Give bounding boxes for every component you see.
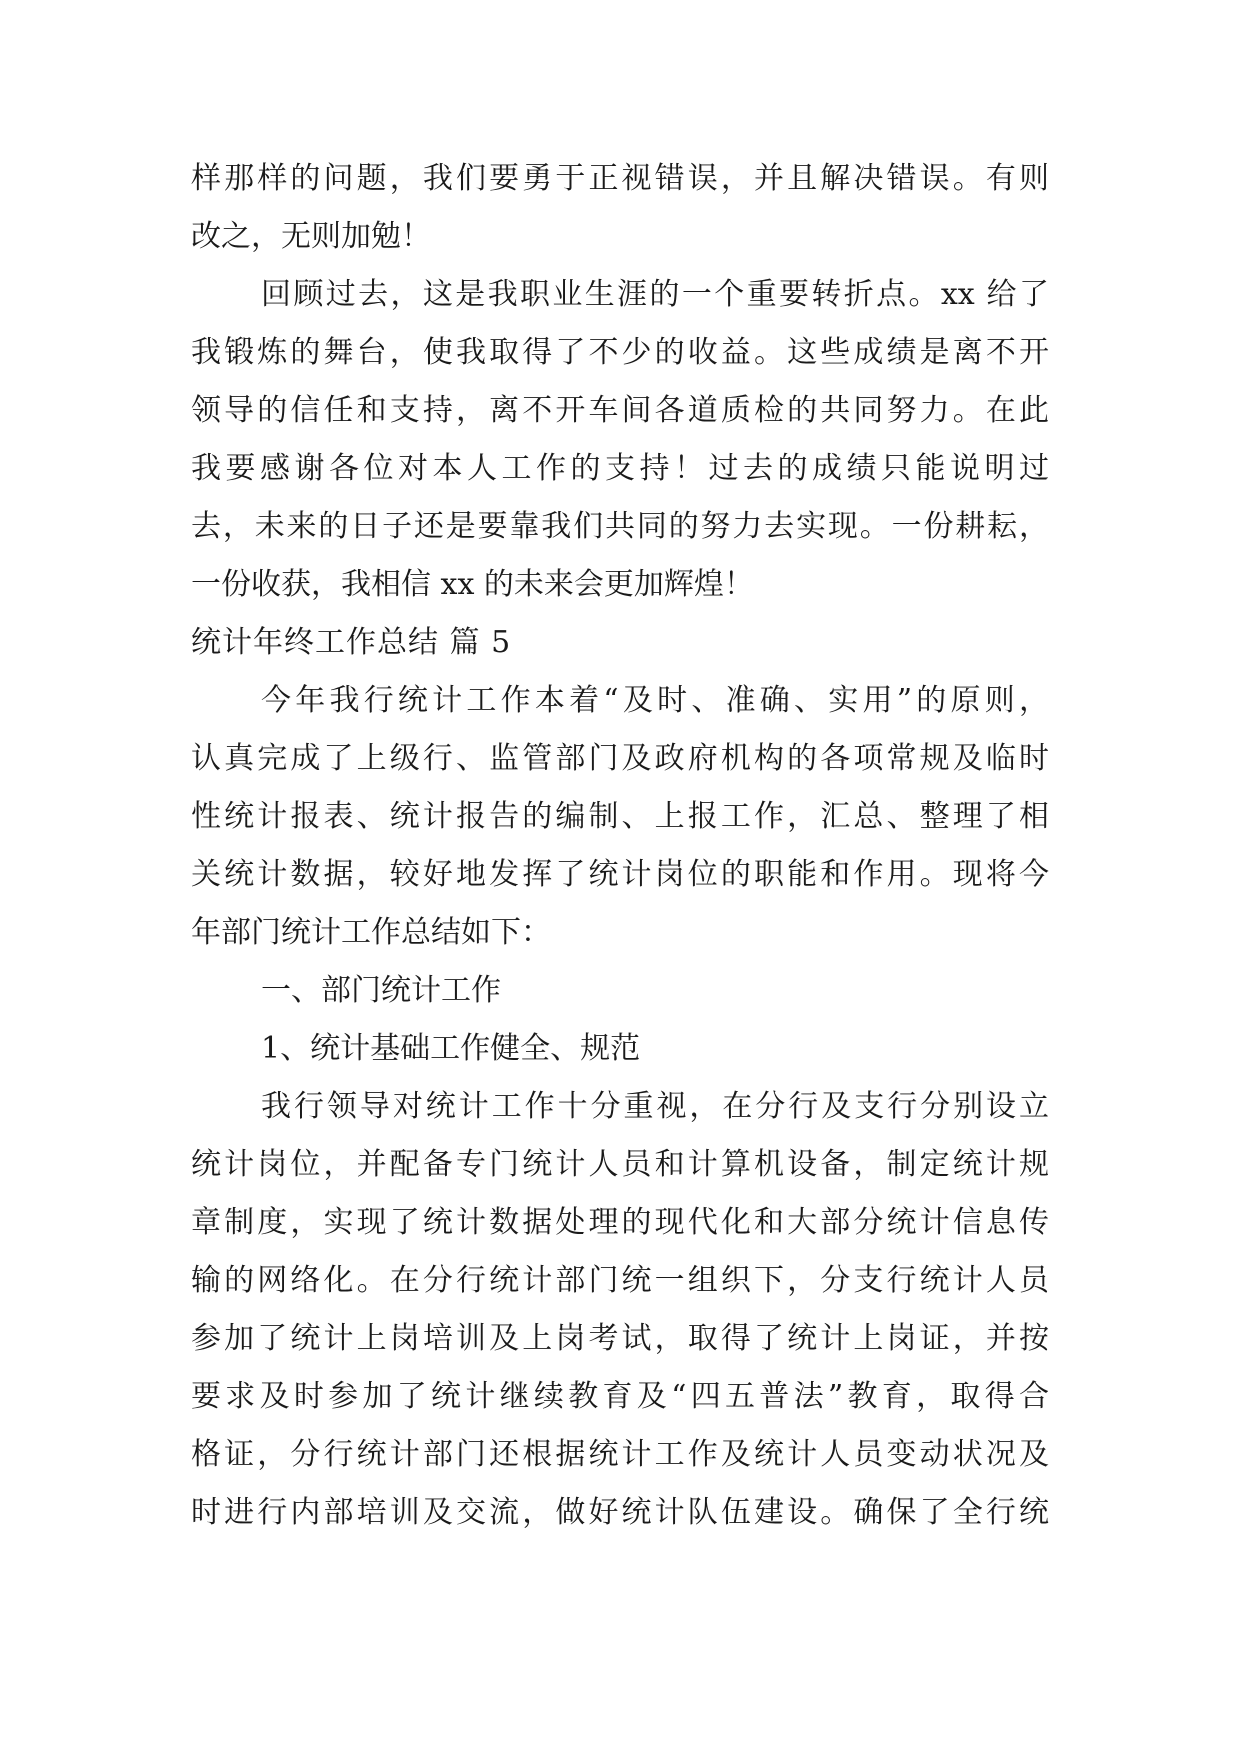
text-line: 要求及时参加了统计继续教育及“四五普法”教育，取得合	[191, 1379, 1049, 1414]
text-line: 章制度，实现了统计数据处理的现代化和大部分统计信息传	[191, 1205, 1049, 1240]
text-line: 关统计数据，较好地发挥了统计岗位的职能和作用。现将今	[191, 857, 1049, 892]
text-line: 一、部门统计工作	[261, 973, 501, 1008]
text-line: 改之，无则加勉！	[191, 219, 431, 254]
document-body	[191, 150, 1049, 1542]
text-line: 去，未来的日子还是要靠我们共同的努力去实现。一份耕耘，	[191, 509, 1049, 544]
text-line: 我锻炼的舞台，使我取得了不少的收益。这些成绩是离不开	[191, 335, 1049, 370]
text-line: 今年我行统计工作本着“及时、准确、实用”的原则，	[261, 683, 1049, 718]
text-line: 统计岗位，并配备专门统计人员和计算机设备，制定统计规	[191, 1147, 1049, 1182]
text-line: 时进行内部培训及交流，做好统计队伍建设。确保了全行统	[191, 1495, 1049, 1530]
text-line: 输的网络化。在分行统计部门统一组织下，分支行统计人员	[191, 1263, 1049, 1298]
text-line: 一份收获，我相信 xx 的未来会更加辉煌！	[191, 567, 754, 602]
text-line: 年部门统计工作总结如下：	[191, 915, 551, 950]
text-line: 领导的信任和支持，离不开车间各道质检的共同努力。在此	[191, 393, 1049, 428]
text-line: 格证，分行统计部门还根据统计工作及统计人员变动状况及	[191, 1437, 1049, 1472]
text-line: 性统计报表、统计报告的编制、上报工作，汇总、整理了相	[191, 799, 1049, 834]
text-line: 我要感谢各位对本人工作的支持！过去的成绩只能说明过	[191, 451, 1049, 486]
text-line: 样那样的问题，我们要勇于正视错误，并且解决错误。有则	[191, 161, 1049, 196]
text-line: 认真完成了上级行、监管部门及政府机构的各项常规及临时	[191, 741, 1049, 776]
text-line: 1、统计基础工作健全、规范	[261, 1031, 641, 1066]
text-line: 回顾过去，这是我职业生涯的一个重要转折点。xx 给了	[261, 277, 1049, 312]
text-line: 我行领导对统计工作十分重视，在分行及支行分别设立	[261, 1089, 1049, 1124]
section-heading: 统计年终工作总结 篇 5	[191, 625, 512, 660]
text-line: 参加了统计上岗培训及上岗考试，取得了统计上岗证，并按	[191, 1321, 1049, 1356]
